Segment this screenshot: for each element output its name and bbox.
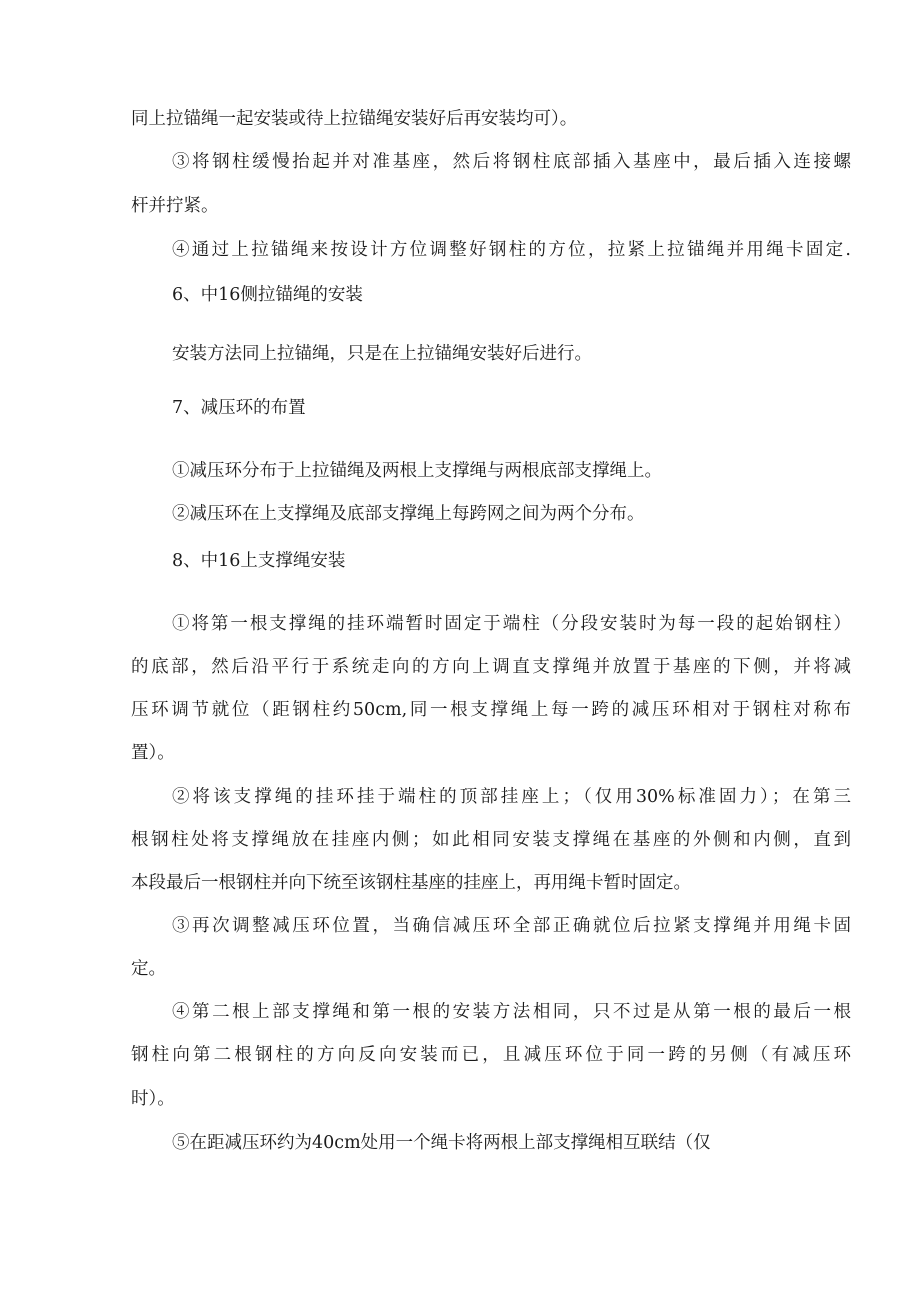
paragraph-line: 时）。 bbox=[131, 1089, 175, 1109]
paragraph-line: ④第二根上部支撑绳和第一根的安装方法相同，只不过是从第一根的最后一根 bbox=[172, 1002, 851, 1022]
paragraph-line: 压环调节就位（距钢柱约50cm,同一根支撑绳上每一跨的减压环相对于钢柱对称布 bbox=[131, 700, 851, 720]
section-heading: 6、中16侧拉锚绳的安装 bbox=[172, 285, 363, 305]
paragraph-line: 钢柱向第二根钢柱的方向反向安装而已，且减压环位于同一跨的另侧（有减压环 bbox=[131, 1045, 851, 1065]
paragraph-line: ④通过上拉锚绳来按设计方位调整好钢柱的方位，拉紧上拉锚绳并用绳卡固定. bbox=[172, 240, 851, 260]
paragraph-line: ②减压环在上支撑绳及底部支撑绳上每跨网之间为两个分布。 bbox=[172, 504, 645, 524]
paragraph-line: ①减压环分布于上拉锚绳及两根上支撑绳与两根底部支撑绳上。 bbox=[172, 461, 662, 481]
paragraph-line: 置）。 bbox=[131, 743, 175, 763]
paragraph-line: ③再次调整减压环位置，当确信减压环全部正确就位后拉紧支撑绳并用绳卡固 bbox=[172, 916, 851, 936]
paragraph-line: ①将第一根支撑绳的挂环端暂时固定于端柱（分段安装时为每一段的起始钢柱） bbox=[172, 614, 851, 634]
paragraph-line: ②将该支撑绳的挂环挂于端柱的顶部挂座上；（仅用30%标准固力）；在第三 bbox=[172, 787, 851, 807]
paragraph-line: 定。 bbox=[131, 959, 166, 979]
paragraph-line: 本段最后一根钢柱并向下统至该钢柱基座的挂座上，再用绳卡暂时固定。 bbox=[131, 873, 691, 893]
paragraph-line: 杆并拧紧。 bbox=[131, 196, 219, 216]
text-line: 同上拉锚绳一起安装或待上拉锚绳安装好后再安装均可）。 bbox=[131, 109, 578, 129]
section-heading: 8、中16上支撑绳安装 bbox=[172, 551, 346, 571]
paragraph-line: 根钢柱处将支撑绳放在挂座内侧；如此相同安装支撑绳在基座的外侧和内侧，直到 bbox=[131, 830, 851, 850]
paragraph-line: 安装方法同上拉锚绳，只是在上拉锚绳安装好后进行。 bbox=[172, 344, 592, 364]
paragraph-line: ⑤在距减压环约为40cm处用一个绳卡将两根上部支撑绳相互联结（仅 bbox=[172, 1133, 711, 1153]
section-heading: 7、减压环的布置 bbox=[172, 398, 306, 418]
paragraph-line: 的底部，然后沿平行于系统走向的方向上调直支撑绳并放置于基座的下侧，并将减 bbox=[131, 657, 851, 677]
paragraph-line: ③将钢柱缓慢抬起并对准基座，然后将钢柱底部插入基座中，最后插入连接螺 bbox=[172, 152, 851, 172]
